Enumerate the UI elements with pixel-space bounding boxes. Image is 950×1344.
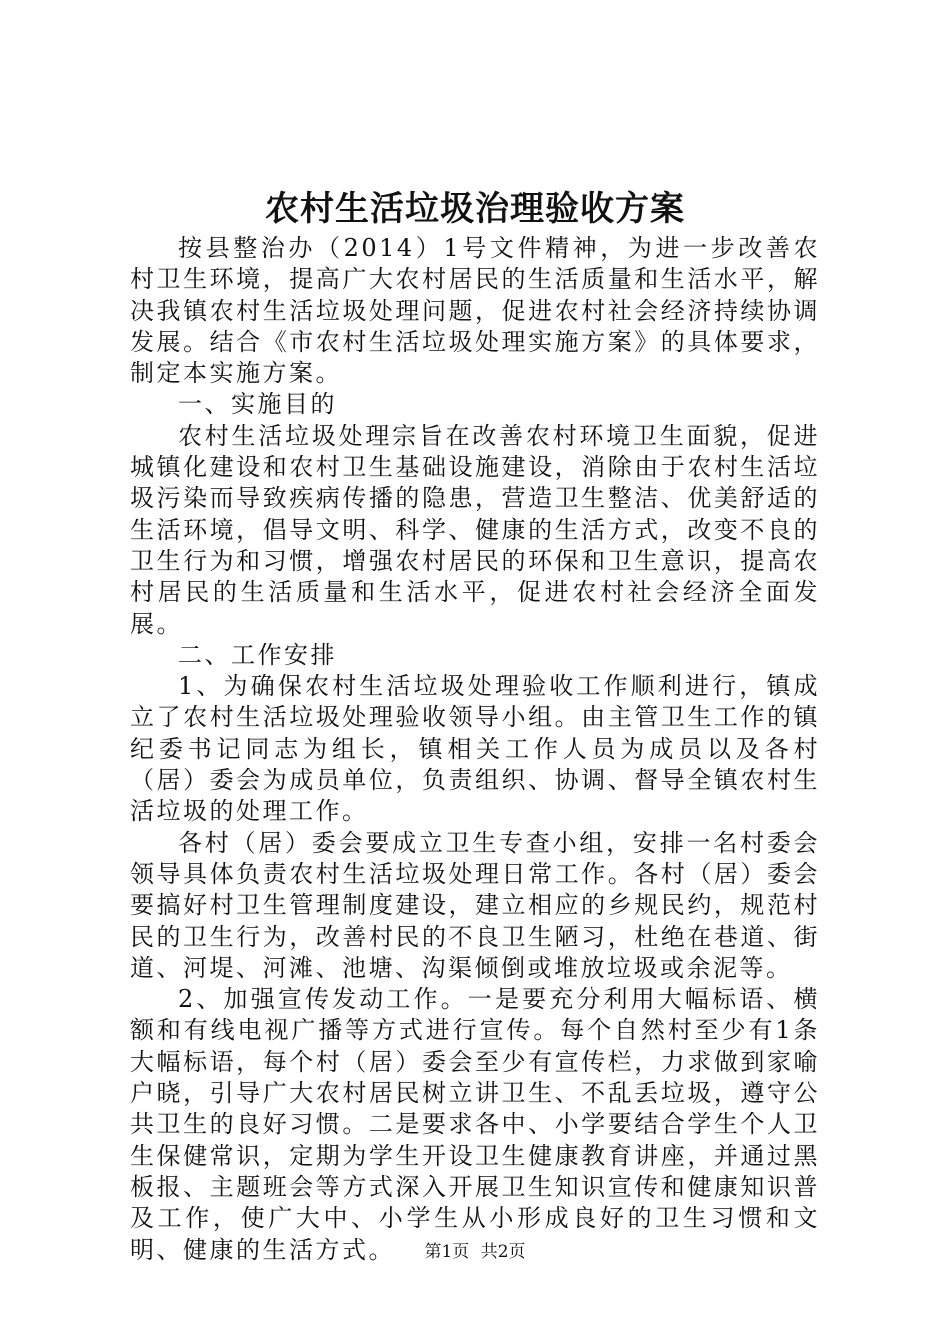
arrangement-paragraph-1: 1、为确保农村生活垃圾处理验收工作顺利进行，镇成立了农村生活垃圾处理验收领导小组。由主管卫生工作的镇纪委书记同志为组长，镇相关工作人员为成员以及各村（居）委会为成员单位，负责组织、协调、督导全镇农村生活垃圾的处理工作。 <box>130 672 820 826</box>
document-body <box>130 233 820 1266</box>
section-heading-arrangements: 二、工作安排 <box>178 640 337 669</box>
page-total: 共2页 <box>480 1242 526 1262</box>
document-title: 农村生活垃圾治理验收方案 <box>265 189 685 229</box>
goals-paragraph: 农村生活垃圾处理宗旨在改善农村环境卫生面貌，促进城镇化建设和农村卫生基础设施建设，消除由于农村生活垃圾污染而导致疾病传播的隐患，营造卫生整洁、优美舒适的生活环境，倡导文明、科学、健康的生活方式，改变不良的卫生行为和习惯，增强农村居民的环保和卫生意识，提高农村居民的生活质量和生活水平，促进农村社会经济全面发展。 <box>130 421 820 638</box>
section-heading-goals: 一、实施目的 <box>178 390 337 419</box>
page-footer <box>0 1240 950 1264</box>
arrangement-paragraph-2: 各村（居）委会要成立卫生专查小组，安排一名村委会领导具体负责农村生活垃圾处理日常工作。各村（居）委会要搞好村卫生管理制度建设，建立相应的乡规民约，规范村民的卫生行为，改善村民的不良卫生陋习，杜绝在巷道、街道、河堤、河滩、池塘、沟渠倾倒或堆放垃圾或余泥等。 <box>130 828 820 982</box>
page-number: 第1页 <box>424 1242 470 1262</box>
arrangement-paragraph-3: 2、加强宣传发动工作。一是要充分利用大幅标语、横额和有线电视广播等方式进行宣传。每个自然村至少有1条大幅标语，每个村（居）委会至少有宣传栏，力求做到家喻户晓，引导广大农村居民树立讲卫生、不乱丢垃圾，遵守公共卫生的良好习惯。二是要求各中、小学要结合学生个人卫生保健常识，定期为学生开设卫生健康教育讲座，并通过黑板报、主题班会等方式深入开展卫生知识宣传和健康知识普及工作，使广大中、小学生从小形成良好的卫生习惯和文明、健康的生活方式。 <box>130 985 820 1264</box>
intro-paragraph: 按县整治办（2014）1号文件精神，为进一步改善农村卫生环境，提高广大农村居民的生活质量和生活水平，解决我镇农村生活垃圾处理问题，促进农村社会经济持续协调发展。结合《市农村生活垃圾处理实施方案》的具体要求，制定本实施方案。 <box>130 234 820 388</box>
